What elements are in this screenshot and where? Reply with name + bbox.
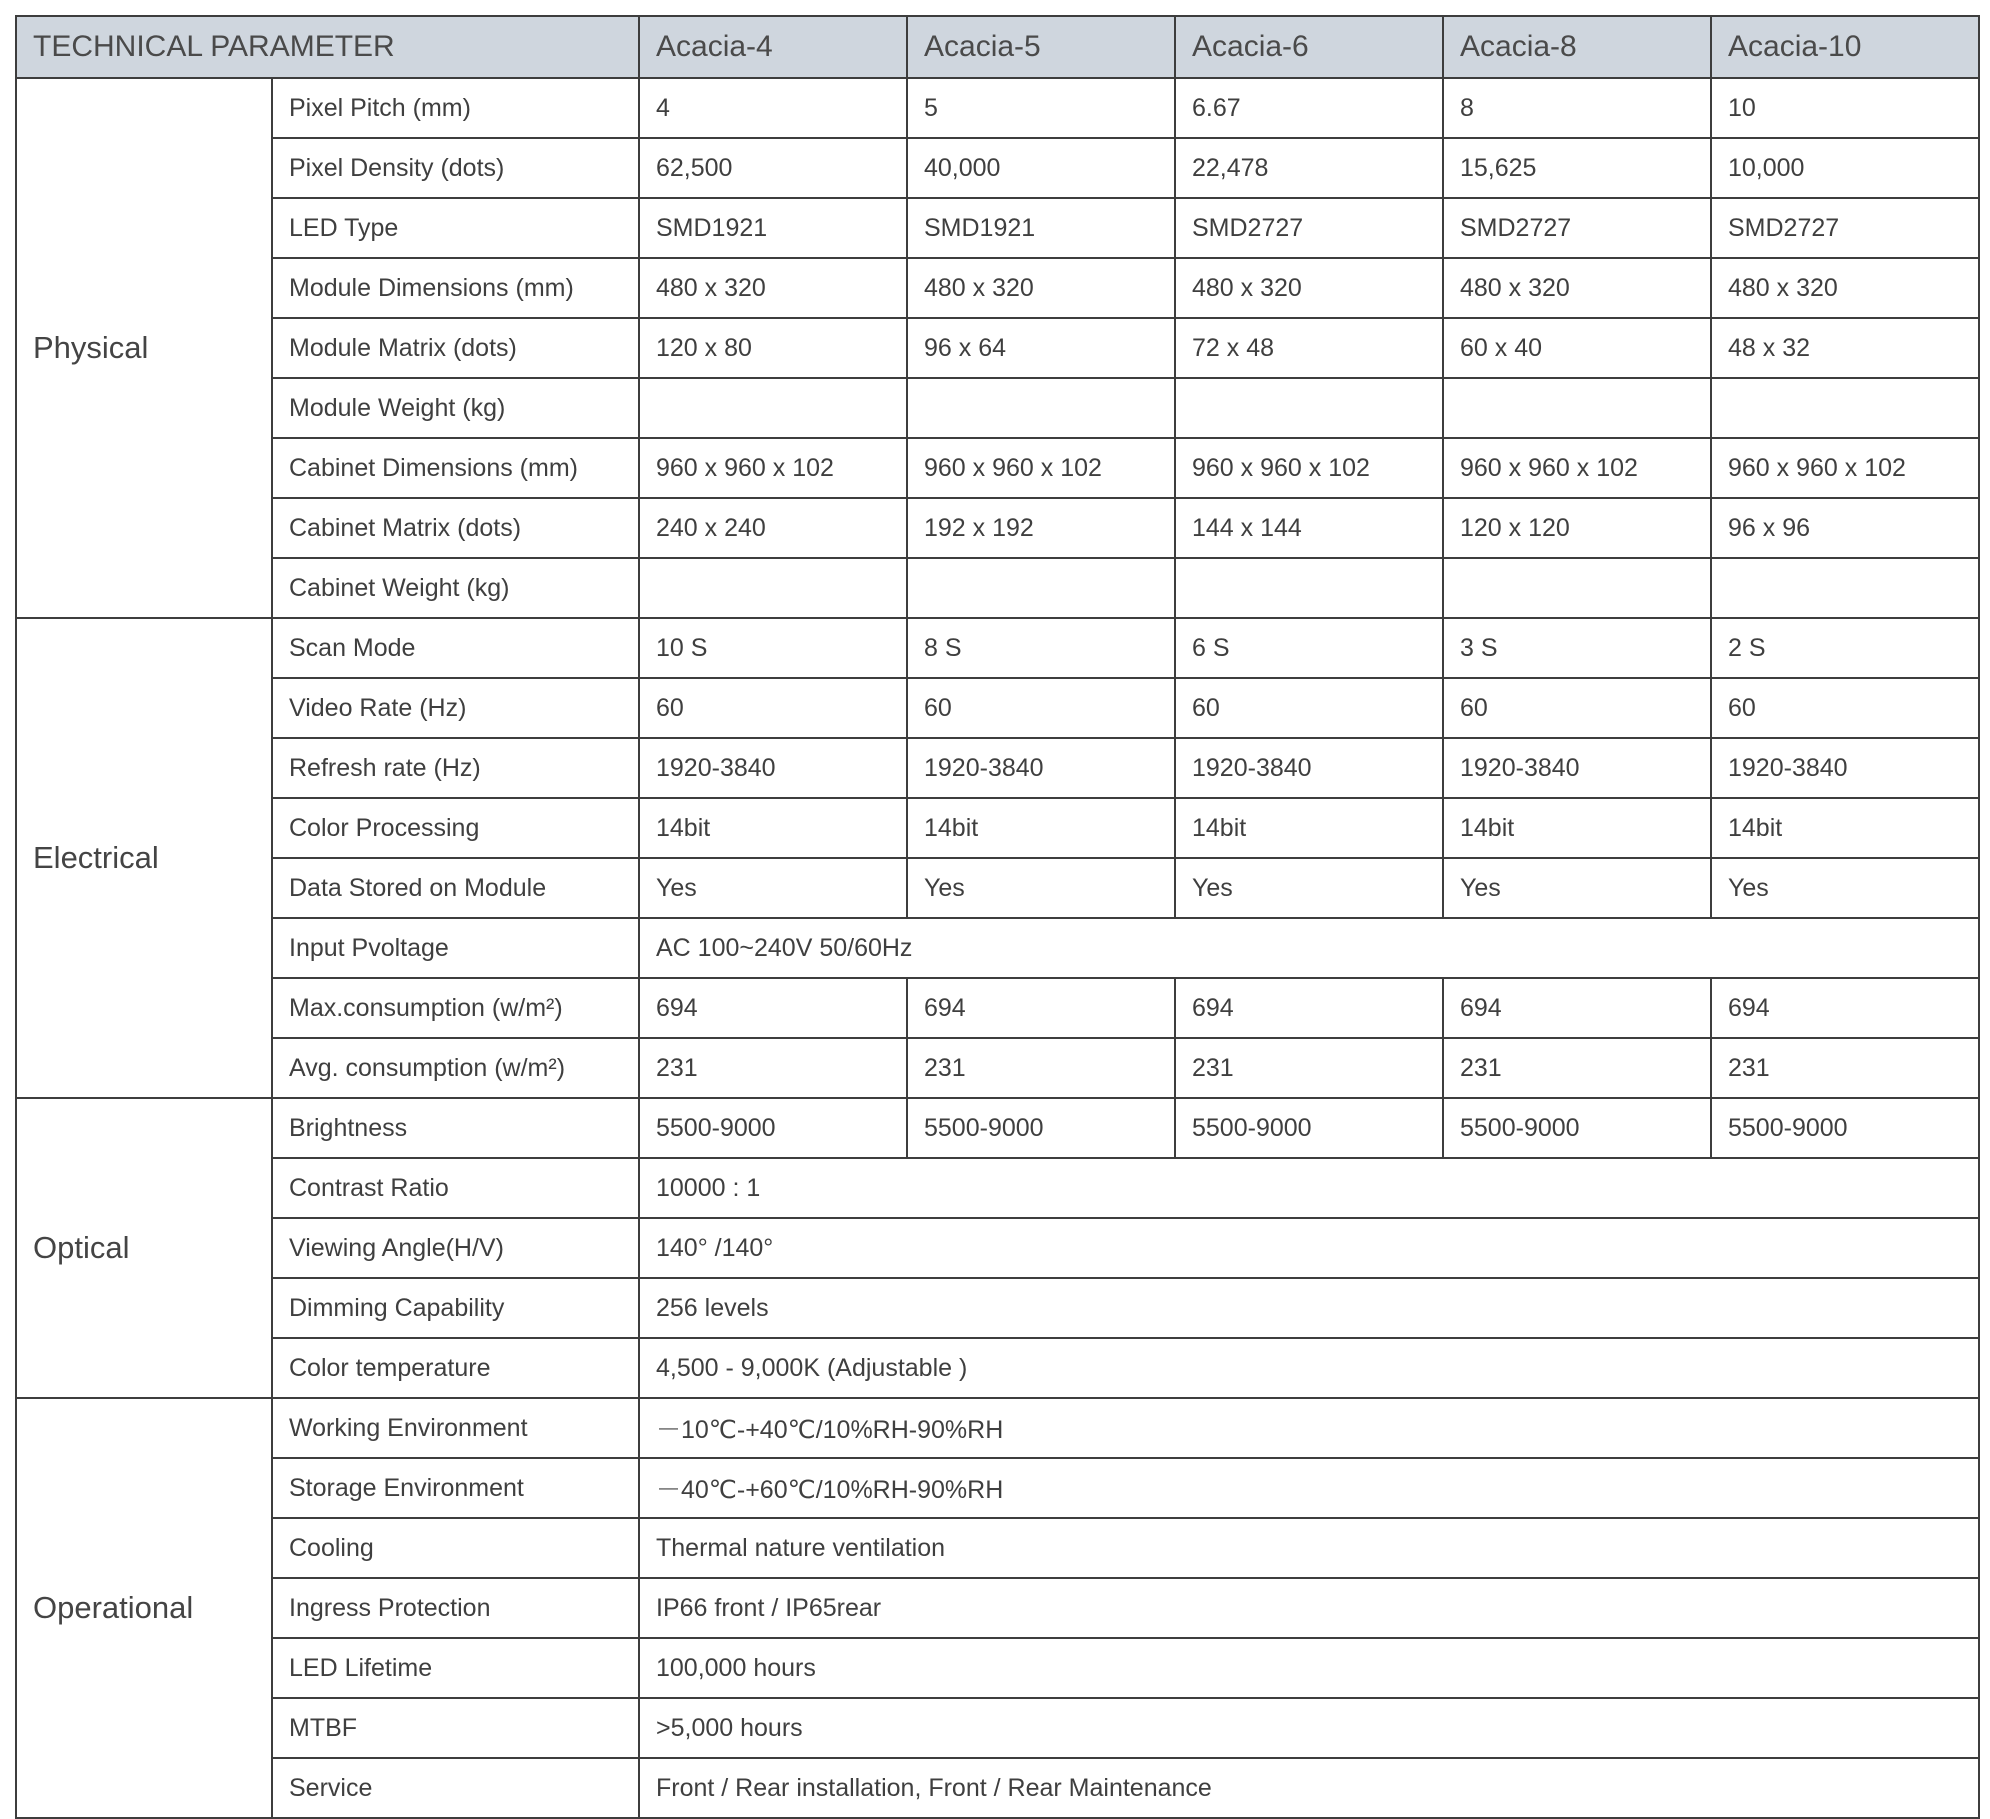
table-row [16,258,1979,318]
parameter-value: 480 x 320 [1711,258,1979,318]
parameter-value: 480 x 320 [907,258,1175,318]
parameter-value: 5500-9000 [1175,1098,1443,1158]
parameter-label: Scan Mode [272,618,639,678]
parameter-label: Color Processing [272,798,639,858]
parameter-value: 694 [1175,978,1443,1038]
table-row [16,378,1979,438]
parameter-value: Yes [1175,858,1443,918]
parameter-label: Cabinet Weight (kg) [272,558,639,618]
parameter-value: 240 x 240 [639,498,907,558]
group-label-physical: Physical [16,78,272,618]
model-header: Acacia-10 [1711,16,1979,78]
parameter-value: 14bit [1175,798,1443,858]
table-header-row [16,16,1979,78]
parameter-label: LED Lifetime [272,1638,639,1698]
parameter-value: 40,000 [907,138,1175,198]
parameter-value: Yes [1711,858,1979,918]
parameter-value: 14bit [1711,798,1979,858]
parameter-value [1711,558,1979,618]
parameter-value: 120 x 120 [1443,498,1711,558]
model-header: Acacia-5 [907,16,1175,78]
table-row [16,558,1979,618]
parameter-value: 6.67 [1175,78,1443,138]
parameter-label: Module Weight (kg) [272,378,639,438]
parameter-label: Pixel Pitch (mm) [272,78,639,138]
parameter-value [907,378,1175,438]
table-body [16,16,1979,1818]
parameter-label: Max.consumption (w/m²) [272,978,639,1038]
parameter-value: 192 x 192 [907,498,1175,558]
table-row [16,918,1979,978]
parameter-value: 60 [1175,678,1443,738]
parameter-value: 960 x 960 x 102 [907,438,1175,498]
parameter-value: 6 S [1175,618,1443,678]
parameter-value: 96 x 64 [907,318,1175,378]
parameter-value: 694 [1711,978,1979,1038]
parameter-value: 10 [1711,78,1979,138]
table-row [16,78,1979,138]
parameter-label: MTBF [272,1698,639,1758]
parameter-value: 231 [639,1038,907,1098]
parameter-value-shared: Front / Rear installation, Front / Rear Maintenance [639,1758,1979,1818]
parameter-value: Yes [639,858,907,918]
parameter-value: SMD2727 [1443,198,1711,258]
parameter-label: Cabinet Dimensions (mm) [272,438,639,498]
parameter-value: Yes [1443,858,1711,918]
table-row [16,1698,1979,1758]
parameter-label: Ingress Protection [272,1578,639,1638]
parameter-value: 10 S [639,618,907,678]
parameter-label: Brightness [272,1098,639,1158]
parameter-value: 960 x 960 x 102 [1711,438,1979,498]
parameter-label: Cabinet Matrix (dots) [272,498,639,558]
table-row [16,318,1979,378]
parameter-label: Module Dimensions (mm) [272,258,639,318]
parameter-value: 10,000 [1711,138,1979,198]
parameter-value: 22,478 [1175,138,1443,198]
parameter-value: 15,625 [1443,138,1711,198]
parameter-label: Refresh rate (Hz) [272,738,639,798]
parameter-value: 60 [907,678,1175,738]
group-label-electrical: Electrical [16,618,272,1098]
parameter-value [907,558,1175,618]
parameter-value: 72 x 48 [1175,318,1443,378]
table-row [16,798,1979,858]
parameter-value [1175,558,1443,618]
table-row [16,1098,1979,1158]
parameter-value: 960 x 960 x 102 [639,438,907,498]
parameter-value: 60 [1443,678,1711,738]
parameter-value: 120 x 80 [639,318,907,378]
parameter-value: 14bit [639,798,907,858]
parameter-value-shared: 100,000 hours [639,1638,1979,1698]
parameter-value-shared: －40℃-+60℃/10%RH-90%RH [639,1458,1979,1518]
table-row [16,1038,1979,1098]
table-row [16,1638,1979,1698]
parameter-label: Service [272,1758,639,1818]
table-row [16,438,1979,498]
parameter-value-shared: IP66 front / IP65rear [639,1578,1979,1638]
table-row [16,1278,1979,1338]
parameter-value: 231 [1175,1038,1443,1098]
parameter-label: Video Rate (Hz) [272,678,639,738]
parameter-value: 5500-9000 [1711,1098,1979,1158]
parameter-value [1443,558,1711,618]
parameter-value: 4 [639,78,907,138]
parameter-value [639,558,907,618]
parameter-label: Color temperature [272,1338,639,1398]
parameter-value: 231 [1711,1038,1979,1098]
parameter-value: SMD1921 [907,198,1175,258]
group-label-optical: Optical [16,1098,272,1398]
parameter-value: 60 x 40 [1443,318,1711,378]
table-row [16,1158,1979,1218]
parameter-value: 1920-3840 [1443,738,1711,798]
parameter-value: 1920-3840 [907,738,1175,798]
parameter-label: Input Pvoltage [272,918,639,978]
parameter-value: 60 [639,678,907,738]
table-row [16,198,1979,258]
model-header: Acacia-6 [1175,16,1443,78]
parameter-value: 96 x 96 [1711,498,1979,558]
parameter-value-shared: 4,500 - 9,000K (Adjustable ) [639,1338,1979,1398]
parameter-label: Pixel Density (dots) [272,138,639,198]
parameter-value: 14bit [907,798,1175,858]
parameter-value: Yes [907,858,1175,918]
table-row [16,858,1979,918]
table-row [16,498,1979,558]
parameter-value: 3 S [1443,618,1711,678]
table-row [16,738,1979,798]
parameter-value: 60 [1711,678,1979,738]
parameter-value: 14bit [1443,798,1711,858]
table-row [16,1338,1979,1398]
parameter-value: 1920-3840 [639,738,907,798]
table-row [16,1578,1979,1638]
model-header: Acacia-8 [1443,16,1711,78]
parameter-value [1443,378,1711,438]
parameter-value: 960 x 960 x 102 [1443,438,1711,498]
parameter-value: 1920-3840 [1711,738,1979,798]
table-row [16,1398,1979,1458]
parameter-value: 694 [907,978,1175,1038]
parameter-value: 48 x 32 [1711,318,1979,378]
parameter-label: Cooling [272,1518,639,1578]
parameter-value: SMD1921 [639,198,907,258]
table-row [16,1518,1979,1578]
parameter-value: 5500-9000 [907,1098,1175,1158]
table-row [16,1218,1979,1278]
parameter-value-shared: 256 levels [639,1278,1979,1338]
technical-parameter-table [15,15,1980,1819]
parameter-value-shared: 10000 : 1 [639,1158,1979,1218]
parameter-value: 694 [1443,978,1711,1038]
parameter-value: 231 [907,1038,1175,1098]
table-row [16,978,1979,1038]
table-row [16,1458,1979,1518]
parameter-label: Working Environment [272,1398,639,1458]
parameter-value-shared: －10℃-+40℃/10%RH-90%RH [639,1398,1979,1458]
parameter-value [1175,378,1443,438]
parameter-label: Dimming Capability [272,1278,639,1338]
parameter-value: 694 [639,978,907,1038]
parameter-value: 2 S [1711,618,1979,678]
table-row [16,618,1979,678]
parameter-value: 960 x 960 x 102 [1175,438,1443,498]
parameter-value-shared: Thermal nature ventilation [639,1518,1979,1578]
parameter-label: Viewing Angle(H/V) [272,1218,639,1278]
parameter-value: 5500-9000 [1443,1098,1711,1158]
parameter-value: 231 [1443,1038,1711,1098]
table-row [16,678,1979,738]
parameter-label: Avg. consumption (w/m²) [272,1038,639,1098]
group-label-operational: Operational [16,1398,272,1818]
parameter-value-shared: >5,000 hours [639,1698,1979,1758]
parameter-value-shared: AC 100~240V 50/60Hz [639,918,1979,978]
parameter-value: SMD2727 [1175,198,1443,258]
parameter-value [639,378,907,438]
parameter-value: 480 x 320 [639,258,907,318]
parameter-value: 1920-3840 [1175,738,1443,798]
table-row [16,138,1979,198]
parameter-label: Storage Environment [272,1458,639,1518]
parameter-label: Module Matrix (dots) [272,318,639,378]
parameter-value: SMD2727 [1711,198,1979,258]
parameter-label: Contrast Ratio [272,1158,639,1218]
parameter-value: 8 [1443,78,1711,138]
parameter-value: 480 x 320 [1443,258,1711,318]
parameter-label: Data Stored on Module [272,858,639,918]
table-row [16,1758,1979,1818]
parameter-value-shared: 140° /140° [639,1218,1979,1278]
parameter-value: 8 S [907,618,1175,678]
parameter-value: 5500-9000 [639,1098,907,1158]
parameter-value: 5 [907,78,1175,138]
model-header: Acacia-4 [639,16,907,78]
parameter-value: 62,500 [639,138,907,198]
table-title: TECHNICAL PARAMETER [16,16,639,78]
parameter-label: LED Type [272,198,639,258]
parameter-value [1711,378,1979,438]
parameter-value: 480 x 320 [1175,258,1443,318]
parameter-value: 144 x 144 [1175,498,1443,558]
